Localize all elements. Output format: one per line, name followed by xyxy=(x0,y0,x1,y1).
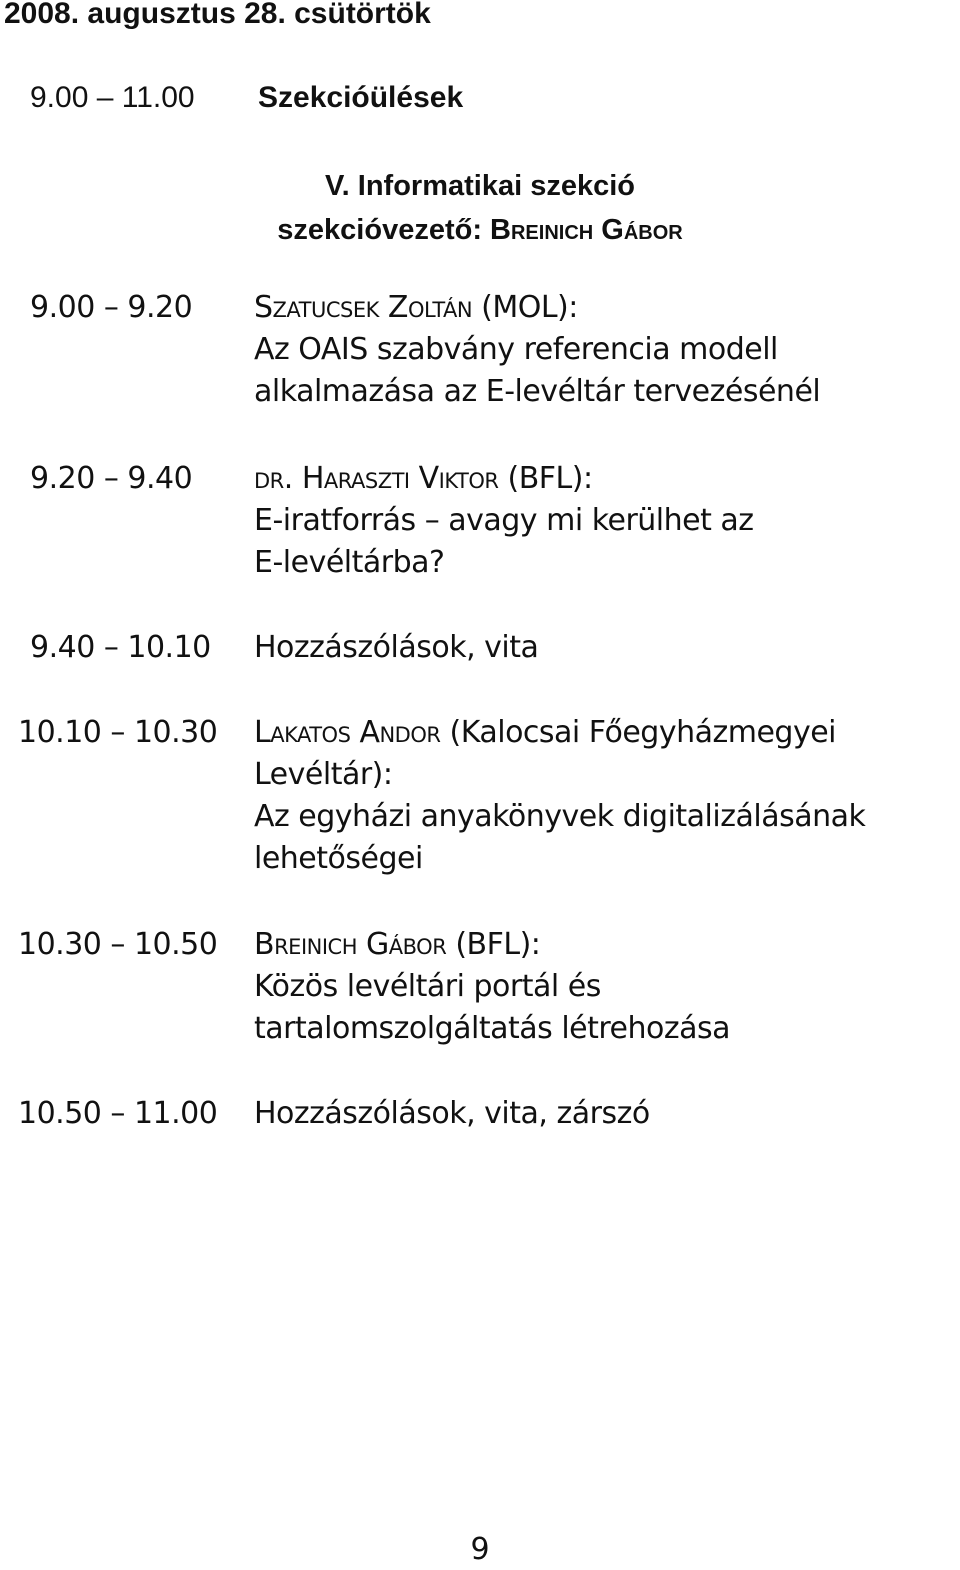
entry-speaker-line xyxy=(254,458,960,500)
entry-time: 10.10 – 10.30 xyxy=(18,715,218,750)
section-chair-name: Breinich Gábor xyxy=(490,214,683,246)
talk-title-line: Közös levéltári portál és xyxy=(254,969,601,1004)
talk-title-line: E-levéltárba? xyxy=(254,545,445,580)
entry-text: Hozzászólások, vita, zárszó xyxy=(254,1096,650,1131)
speaker-affiliation: (MOL): xyxy=(472,290,578,325)
speaker-affiliation: (Kalocsai Főegyházmegyei xyxy=(440,715,837,750)
entry-body xyxy=(254,458,960,584)
talk-title-line: Levéltár): xyxy=(254,757,393,792)
entry-speaker-line xyxy=(254,924,960,966)
speaker-name: Lakatos Andor xyxy=(254,715,441,750)
entry-body xyxy=(254,627,960,669)
talk-title-line: Az egyházi anyakönyvek digitalizálásának xyxy=(254,799,866,834)
entry-time: 9.00 – 9.20 xyxy=(30,290,193,325)
section-chair xyxy=(0,208,960,252)
speaker-name: dr. Haraszti Viktor xyxy=(254,461,499,496)
section-header xyxy=(0,164,960,252)
entry-time: 9.40 – 10.10 xyxy=(30,630,211,665)
entry-body xyxy=(254,712,960,880)
entry-body xyxy=(254,287,960,413)
session-row xyxy=(30,80,463,116)
speaker-affiliation: (BFL): xyxy=(498,461,593,496)
entry-body xyxy=(254,1093,960,1135)
entry-body xyxy=(254,924,960,1050)
entry-speaker-line xyxy=(254,287,960,329)
entry-time: 9.20 – 9.40 xyxy=(30,461,193,496)
talk-title-line: lehetőségei xyxy=(254,841,423,876)
entry-time: 10.50 – 11.00 xyxy=(18,1096,218,1131)
session-time: 9.00 – 11.00 xyxy=(30,81,195,114)
talk-title-line: tartalomszolgáltatás létrehozása xyxy=(254,1011,731,1046)
entry-text: Hozzászólások, vita xyxy=(254,630,539,665)
section-chair-label: szekcióvezető: xyxy=(277,214,491,246)
entry-speaker-line xyxy=(254,712,960,754)
entry-time: 10.30 – 10.50 xyxy=(18,927,218,962)
date-heading: 2008. augusztus 28. csütörtök xyxy=(4,0,431,30)
section-title: V. Informatikai szekció xyxy=(324,170,635,202)
speaker-name: Szatucsek Zoltán xyxy=(254,290,473,325)
speaker-name: Breinich Gábor xyxy=(254,927,447,962)
speaker-affiliation: (BFL): xyxy=(446,927,541,962)
session-title: Szekcióülések xyxy=(258,81,464,114)
talk-title-line: E-iratforrás – avagy mi kerülhet az xyxy=(254,503,754,538)
page-number: 9 xyxy=(470,1532,490,1567)
talk-title-line: Az OAIS szabvány referencia modell xyxy=(254,332,778,367)
talk-title-line: alkalmazása az E-levéltár tervezésénél xyxy=(254,374,821,409)
